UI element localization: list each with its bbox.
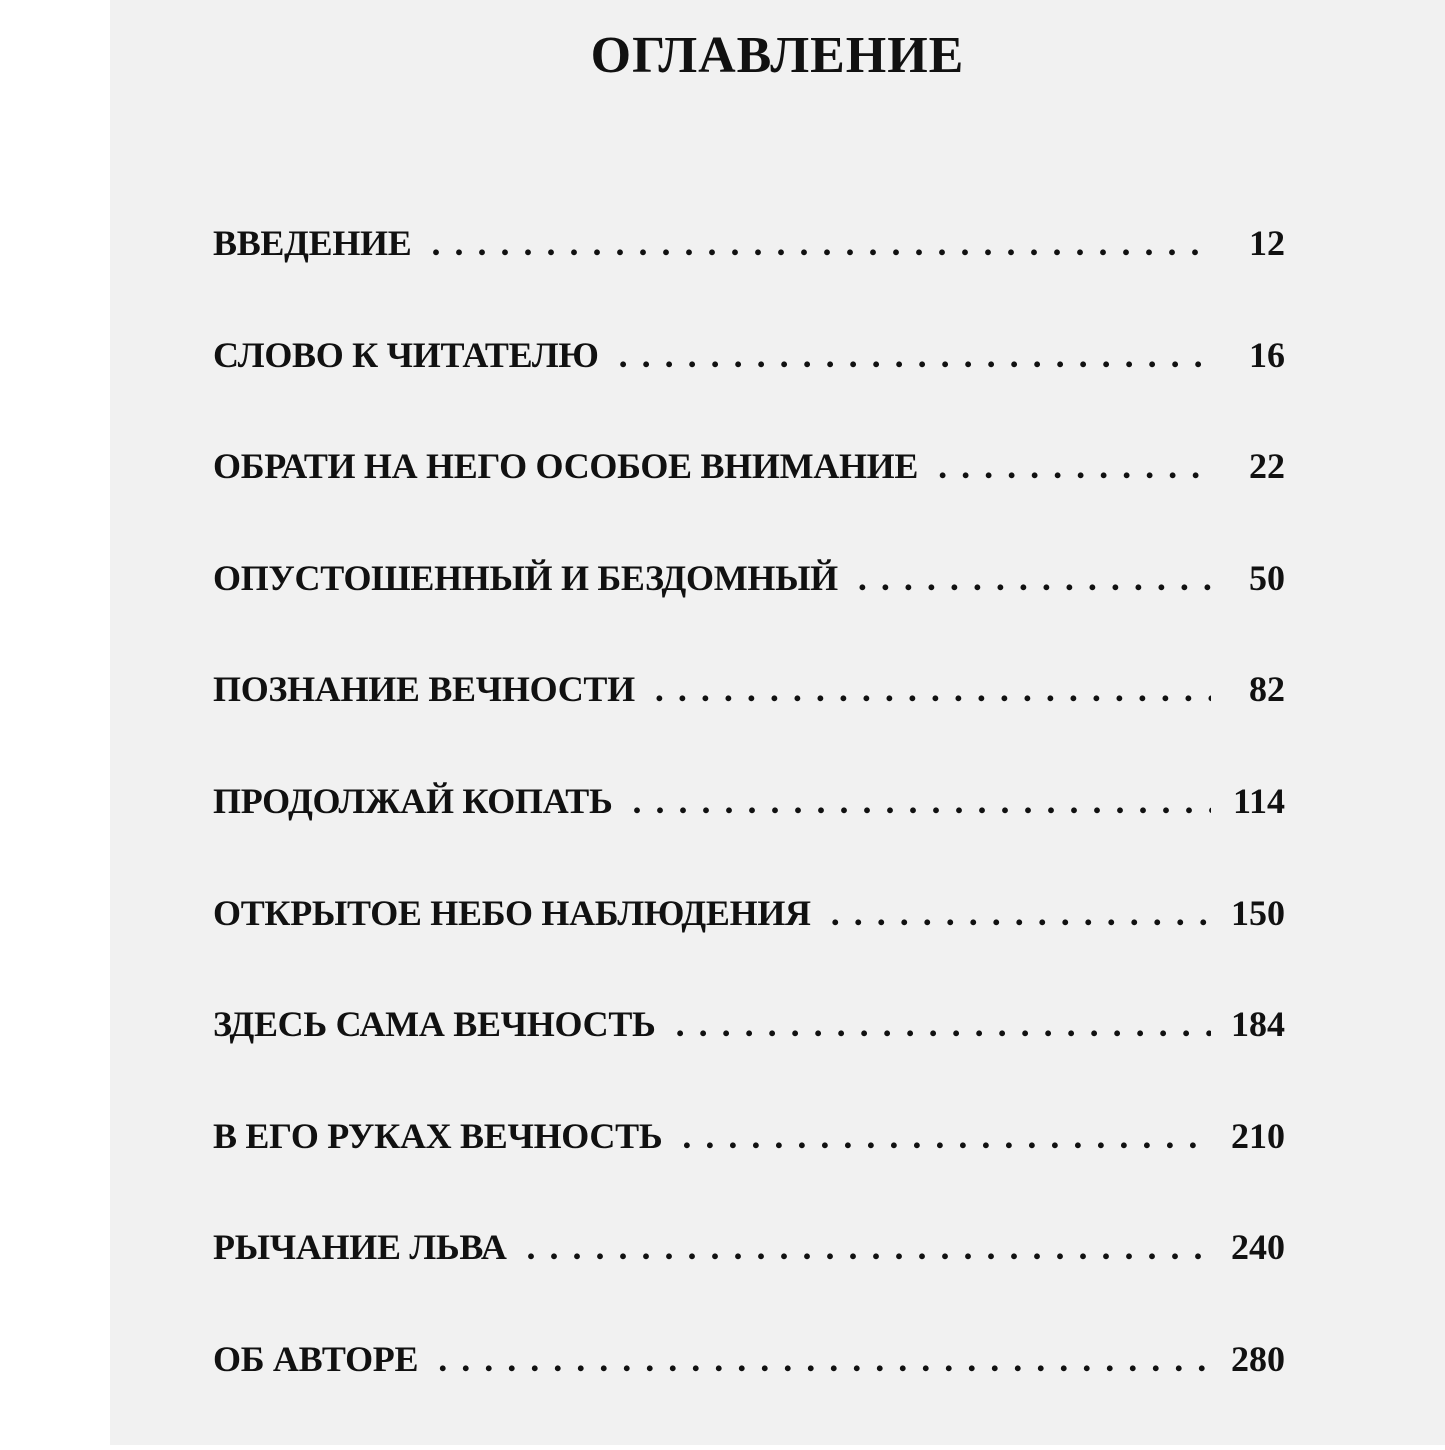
- toc-entry-title: ОБ АВТОРЕ: [213, 1338, 419, 1379]
- dot-leader: [676, 1003, 1211, 1046]
- dot-leader: [527, 1226, 1211, 1269]
- toc-entry-page-number: 210: [1231, 1115, 1285, 1156]
- book-page: [110, 0, 1445, 1445]
- dot-leader: [831, 892, 1211, 935]
- toc-entry-title: В ЕГО РУКАХ ВЕЧНОСТЬ: [213, 1115, 663, 1156]
- toc-entry: [213, 1338, 1285, 1450]
- dot-leader: [431, 222, 1211, 265]
- toc-entry-page-number: 16: [1249, 334, 1285, 375]
- toc-entry-title: ПРОДОЛЖАЙ КОПАТЬ: [213, 780, 613, 821]
- toc-entry-page-number: 184: [1231, 1004, 1285, 1045]
- toc-entry-page-number: 50: [1249, 557, 1285, 598]
- toc-entry: [213, 557, 1285, 669]
- toc-entry: [213, 1115, 1285, 1227]
- toc-entry-page-number: 280: [1231, 1338, 1285, 1379]
- toc-entry: [213, 780, 1285, 892]
- toc-entry-page-number: 240: [1231, 1227, 1285, 1268]
- toc-entry-title: ОПУСТОШЕННЫЙ И БЕЗДОМНЫЙ: [213, 557, 838, 598]
- toc-entry: [213, 1226, 1285, 1338]
- toc-entry-page-number: 22: [1249, 446, 1285, 487]
- toc-entry: [213, 892, 1285, 1004]
- toc-entry: [213, 668, 1285, 780]
- toc-entry-page-number: 12: [1249, 223, 1285, 263]
- dot-leader: [682, 1115, 1211, 1158]
- toc-entry-title: ОТКРЫТОЕ НЕБО НАБЛЮДЕНИЯ: [213, 892, 811, 933]
- toc-entry-title: ОБРАТИ НА НЕГО ОСОБОЕ ВНИМАНИЕ: [213, 446, 919, 487]
- table-of-contents: [213, 222, 1285, 1450]
- toc-entry-title: ВВЕДЕНИЕ: [213, 223, 412, 263]
- toc-entry-page-number: 150: [1231, 892, 1285, 933]
- toc-entry: [213, 334, 1285, 446]
- dot-leader: [438, 1338, 1211, 1381]
- toc-entry-title: РЫЧАНИЕ ЛЬВА: [213, 1227, 507, 1268]
- dot-leader: [655, 668, 1211, 711]
- dot-leader: [938, 445, 1211, 488]
- dot-leader: [858, 557, 1211, 600]
- dot-leader: [632, 780, 1211, 823]
- toc-entry-title: ЗДЕСЬ САМА ВЕЧНОСТЬ: [213, 1004, 656, 1045]
- page-title: ОГЛАВЛЕНИЕ: [590, 27, 965, 84]
- toc-entry-title: СЛОВО К ЧИТАТЕЛЮ: [213, 334, 599, 375]
- toc-entry: [213, 1003, 1285, 1115]
- toc-entry: [213, 445, 1285, 557]
- dot-leader: [619, 334, 1211, 377]
- toc-entry: [213, 222, 1285, 334]
- toc-entry-page-number: 82: [1249, 669, 1285, 710]
- toc-entry-title: ПОЗНАНИЕ ВЕЧНОСТИ: [213, 669, 635, 710]
- toc-entry-page-number: 114: [1232, 780, 1285, 821]
